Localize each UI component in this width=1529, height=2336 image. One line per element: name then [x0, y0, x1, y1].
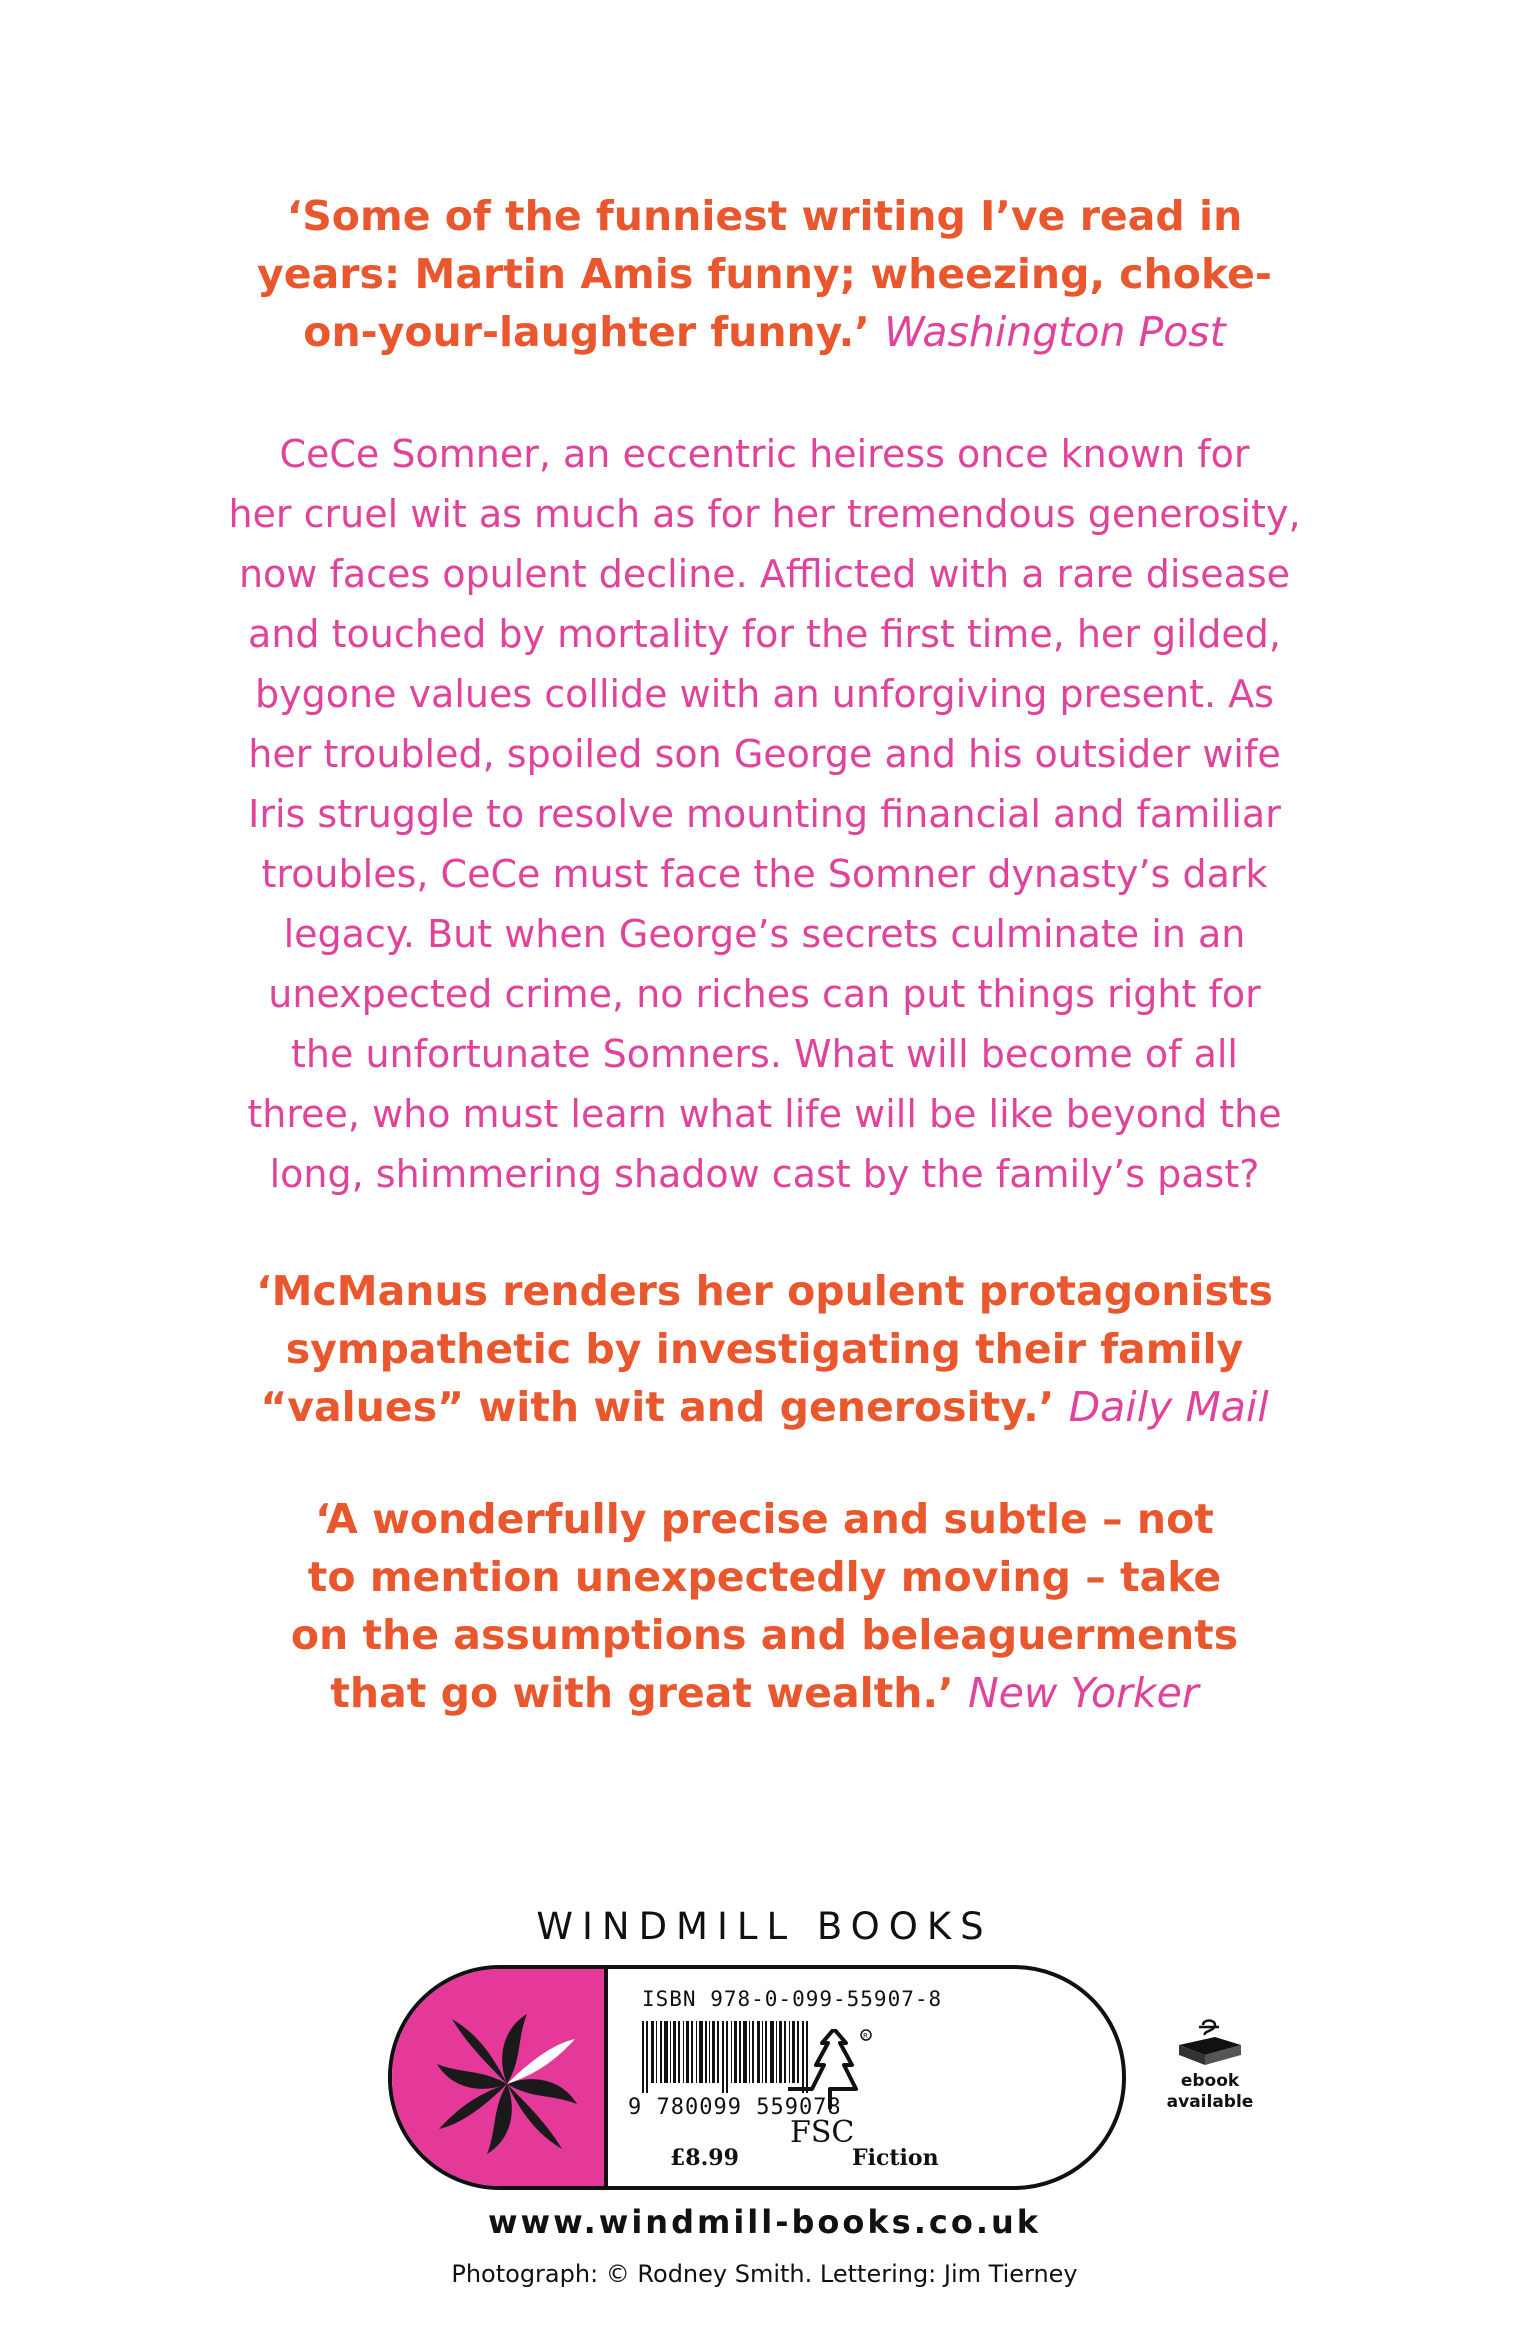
- quote-line: ‘A wonderfully precise and subtle – not: [315, 1495, 1214, 1543]
- ebook-icon: [1175, 2015, 1245, 2067]
- genre: Fiction: [852, 2145, 939, 2171]
- fsc-tree-icon: [780, 2029, 880, 2119]
- panel-divider: [604, 1969, 608, 2186]
- fsc-label: FSC: [790, 2115, 855, 2150]
- ebook-label-1: ebook: [1180, 2071, 1240, 2091]
- photo-credits: Photograph: © Rodney Smith. Lettering: Jim Tierney: [451, 2260, 1078, 2288]
- blurb-line: the unfortunate Somners. What will become of all: [291, 1032, 1238, 1076]
- quote-line: to mention unexpectedly moving – take: [307, 1553, 1222, 1601]
- blurb-line: bygone values collide with an unforgiving present. As: [255, 672, 1274, 716]
- quote-source: Daily Mail: [1068, 1383, 1269, 1431]
- blurb-line: CeCe Somner, an eccentric heiress once known for: [279, 432, 1250, 476]
- quote-daily-mail: [0, 1262, 1529, 1436]
- blurb-line: her troubled, spoiled son George and his outsider wife: [248, 732, 1281, 776]
- publisher-website[interactable]: www.windmill-books.co.uk: [487, 2203, 1042, 2241]
- quote-washington-post: [0, 187, 1529, 361]
- blurb-line: long, shimmering shadow cast by the family’s past?: [269, 1152, 1260, 1196]
- quote-line: on-your-laughter funny.’: [303, 308, 870, 356]
- book-blurb: [0, 424, 1529, 1204]
- blurb-line: now faces opulent decline. Afflicted with a rare disease: [238, 552, 1291, 596]
- price: £8.99: [670, 2145, 739, 2171]
- barcode-panel: [388, 1965, 1126, 2190]
- blurb-line: and touched by mortality for the first time, her gilded,: [248, 612, 1281, 656]
- isbn: ISBN 978-0-099-55907-8: [642, 1987, 943, 2011]
- blurb-line: legacy. But when George’s secrets culminate in an: [283, 912, 1246, 956]
- blurb-line: her cruel wit as much as for her tremendous generosity,: [228, 492, 1301, 536]
- quote-source: Washington Post: [884, 308, 1226, 356]
- quote-line: years: Martin Amis funny; wheezing, choke-: [257, 250, 1272, 298]
- windmill-icon: [432, 2009, 582, 2159]
- blurb-line: unexpected crime, no riches can put things right for: [268, 972, 1261, 1016]
- blurb-line: three, who must learn what life will be like beyond the: [247, 1092, 1282, 1136]
- quote-line: that go with great wealth.’: [330, 1669, 954, 1717]
- quote-line: “values” with wit and generosity.’: [260, 1383, 1055, 1431]
- windmill-logo: [392, 1969, 604, 2186]
- ebook-badge: [1155, 2015, 1265, 2113]
- ebook-label-2: available: [1166, 2092, 1254, 2112]
- blurb-line: Iris struggle to resolve mounting financial and familiar: [248, 792, 1281, 836]
- quote-line: on the assumptions and beleaguerments: [290, 1611, 1239, 1659]
- quote-line: sympathetic by investigating their family: [285, 1325, 1244, 1373]
- blurb-line: troubles, CeCe must face the Somner dynasty’s dark: [261, 852, 1268, 896]
- quote-source: New Yorker: [967, 1669, 1199, 1717]
- publisher-name: WINDMILL BOOKS: [536, 1905, 993, 1948]
- quote-new-yorker: [0, 1490, 1529, 1722]
- quote-line: ‘McManus renders her opulent protagonists: [256, 1267, 1273, 1315]
- barcode-number: 9 780099 559078: [628, 2095, 842, 2120]
- quote-line: ‘Some of the funniest writing I’ve read in: [286, 192, 1243, 240]
- svg-text:R: R: [863, 2032, 868, 2040]
